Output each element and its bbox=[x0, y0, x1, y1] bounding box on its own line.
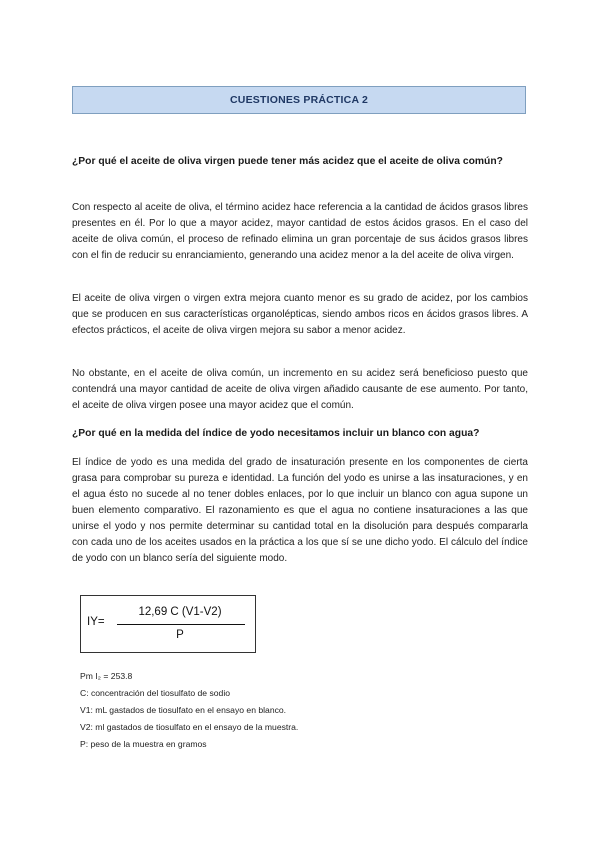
formula-legend bbox=[80, 668, 380, 753]
legend-item: C: concentración del tiosulfato de sodio bbox=[80, 688, 231, 698]
legend-item: V1: mL gastados de tiosulfato en el ensayo en blanco. bbox=[80, 705, 287, 715]
iodine-index-formula bbox=[80, 595, 256, 653]
answer-1-paragraph-1: Con respecto al aceite de oliva, el término acidez hace referencia a la cantidad de ácidos grasos libres presentes en él. Por lo que a mayor acidez, mayor cantidad de estos ácidos grasos. En el caso del aceite de oliva común, el proceso de refinado elimina un gran porcentaje de sus ácidos grasos libres con el fin de reducir su enranciamiento, generando una acidez menor a la del aceite de oliva virgen. bbox=[72, 202, 528, 261]
formula-denominator: P bbox=[176, 629, 184, 641]
formula-numerator: 12,69 C (V1-V2) bbox=[138, 606, 222, 618]
answer-2-paragraph: El índice de yodo es una medida del grado de insaturación presente en los componentes de cierta grasa para comprobar su pureza e identidad. La función del yodo es unirse a las insaturaciones, y en el agua ésto no sucede al no tener dobles enlaces, por lo que incluir un blanco con agua supone un buen elemento comparativo. El razonamiento es que el agua no contiene insaturaciones a las que unirse el yodo y nos permite determinar su cantidad total en la disolución para después compararla con cada uno de los aceites usados en la práctica a los que sí se une dicho yodo. El cálculo del índice de yodo con un blanco sería del siguiente modo. bbox=[72, 457, 528, 564]
fraction-bar bbox=[117, 624, 245, 625]
question-1: ¿Por qué el aceite de oliva virgen puede tener más acidez que el aceite de oliva común? bbox=[72, 156, 503, 167]
legend-item: Pm I₂ = 253.8 bbox=[80, 671, 133, 681]
page-title bbox=[72, 86, 526, 114]
answer-1-paragraph-2: El aceite de oliva virgen o virgen extra mejora cuanto menor es su grado de acidez, por los cambios que se producen en sus características organolépticas, siendo ambos ricos en ácidos grasos libres. A efectos prácticos, el aceite de oliva virgen mejora su sabor a menor acidez. bbox=[72, 293, 528, 336]
formula-label: IY= bbox=[87, 616, 105, 628]
question-2: ¿Por qué en la medida del índice de yodo necesitamos incluir un blanco con agua? bbox=[72, 428, 480, 439]
page-title-text: CUESTIONES PRÁCTICA 2 bbox=[230, 94, 368, 106]
answer-1-paragraph-3: No obstante, en el aceite de oliva común, un incremento en su acidez será beneficioso puesto que contendrá una mayor cantidad de aceite de oliva virgen añadido causante de ese aumento. Por tanto, el aceite de oliva virgen posee una mayor acidez que el común. bbox=[72, 368, 528, 411]
legend-item: P: peso de la muestra en gramos bbox=[80, 739, 207, 749]
legend-item: V2: ml gastados de tiosulfato en el ensayo de la muestra. bbox=[80, 722, 299, 732]
